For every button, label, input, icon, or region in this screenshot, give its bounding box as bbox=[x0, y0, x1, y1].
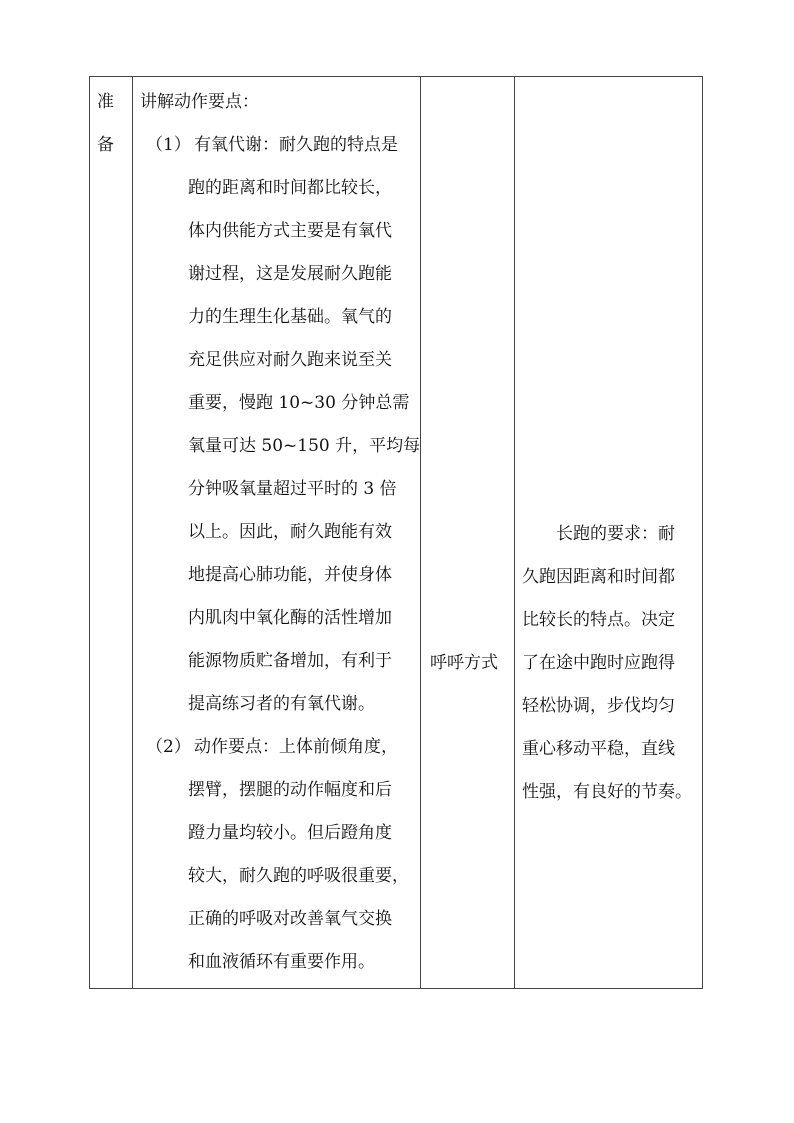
point-2-line: 较大，耐久跑的呼吸很重要， bbox=[188, 866, 409, 886]
column-divider bbox=[132, 77, 133, 988]
point-1-line: 能源物质贮备增加，有利于 bbox=[188, 651, 392, 671]
point-1-line: 力的生理生化基础。氧气的 bbox=[188, 307, 392, 327]
point-1-line: 地提高心肺功能，并使身体 bbox=[188, 565, 392, 585]
point-1-line: 跑的距离和时间都比较长， bbox=[188, 178, 392, 198]
point-1-line: 分钟吸氧量超过平时的 3 倍 bbox=[188, 479, 397, 499]
requirements-line: 长跑的要求：耐 bbox=[556, 524, 675, 544]
point-2-line: 动作要点：上体前倾角度， bbox=[194, 737, 398, 757]
point-1-line: 氧量可达 50~150 升，平均每 bbox=[188, 436, 421, 456]
requirements-line: 性强，有良好的节奏。 bbox=[522, 782, 692, 802]
point-1-first-line bbox=[140, 124, 416, 167]
point-1-line: 以上。因此，耐久跑能有效 bbox=[188, 522, 392, 542]
explanation-heading: 讲解动作要点： bbox=[140, 92, 259, 112]
requirements-cell bbox=[522, 513, 702, 814]
column-divider bbox=[514, 77, 515, 988]
section-label-char: 备 bbox=[97, 135, 114, 155]
point-1-line: 提高练习者的有氧代谢。 bbox=[188, 694, 375, 714]
requirements-line: 重心移动平稳，直线 bbox=[522, 739, 675, 759]
point-1-line: 谢过程，这是发展耐久跑能 bbox=[188, 264, 392, 284]
requirements-line: 轻松协调，步伐均匀 bbox=[522, 696, 675, 716]
point-2-line: 摆臂，摆腿的动作幅度和后 bbox=[188, 780, 392, 800]
point-2-number: （2） bbox=[146, 737, 191, 757]
breathing-method-cell: 呼呼方式 bbox=[430, 653, 498, 673]
point-1-number: （1） bbox=[146, 135, 191, 155]
point-2-line: 和血液循环有重要作用。 bbox=[188, 952, 375, 972]
requirements-line: 比较长的特点。决定 bbox=[522, 610, 675, 630]
point-2-line: 蹬力量均较小。但后蹬角度 bbox=[188, 823, 392, 843]
point-1-line: 体内供能方式主要是有氧代 bbox=[188, 221, 392, 241]
column-divider bbox=[420, 77, 421, 988]
requirements-line: 久跑因距离和时间都 bbox=[522, 567, 675, 587]
point-2-line: 正确的呼吸对改善氧气交换 bbox=[188, 909, 392, 929]
point-1-line: 有氧代谢：耐久跑的特点是 bbox=[194, 135, 398, 155]
explanation-cell bbox=[140, 81, 421, 984]
lesson-table bbox=[89, 76, 703, 989]
requirements-line: 了在途中跑时应跑得 bbox=[522, 653, 675, 673]
point-1-line: 重要，慢跑 10~30 分钟总需 bbox=[188, 393, 410, 413]
point-2-first-line bbox=[140, 726, 416, 769]
point-1-line: 充足供应对耐久跑来说至关 bbox=[188, 350, 392, 370]
section-label-cell bbox=[97, 81, 127, 167]
point-1-line: 内肌肉中氧化酶的活性增加 bbox=[188, 608, 392, 628]
section-label-char: 准 bbox=[97, 92, 114, 112]
